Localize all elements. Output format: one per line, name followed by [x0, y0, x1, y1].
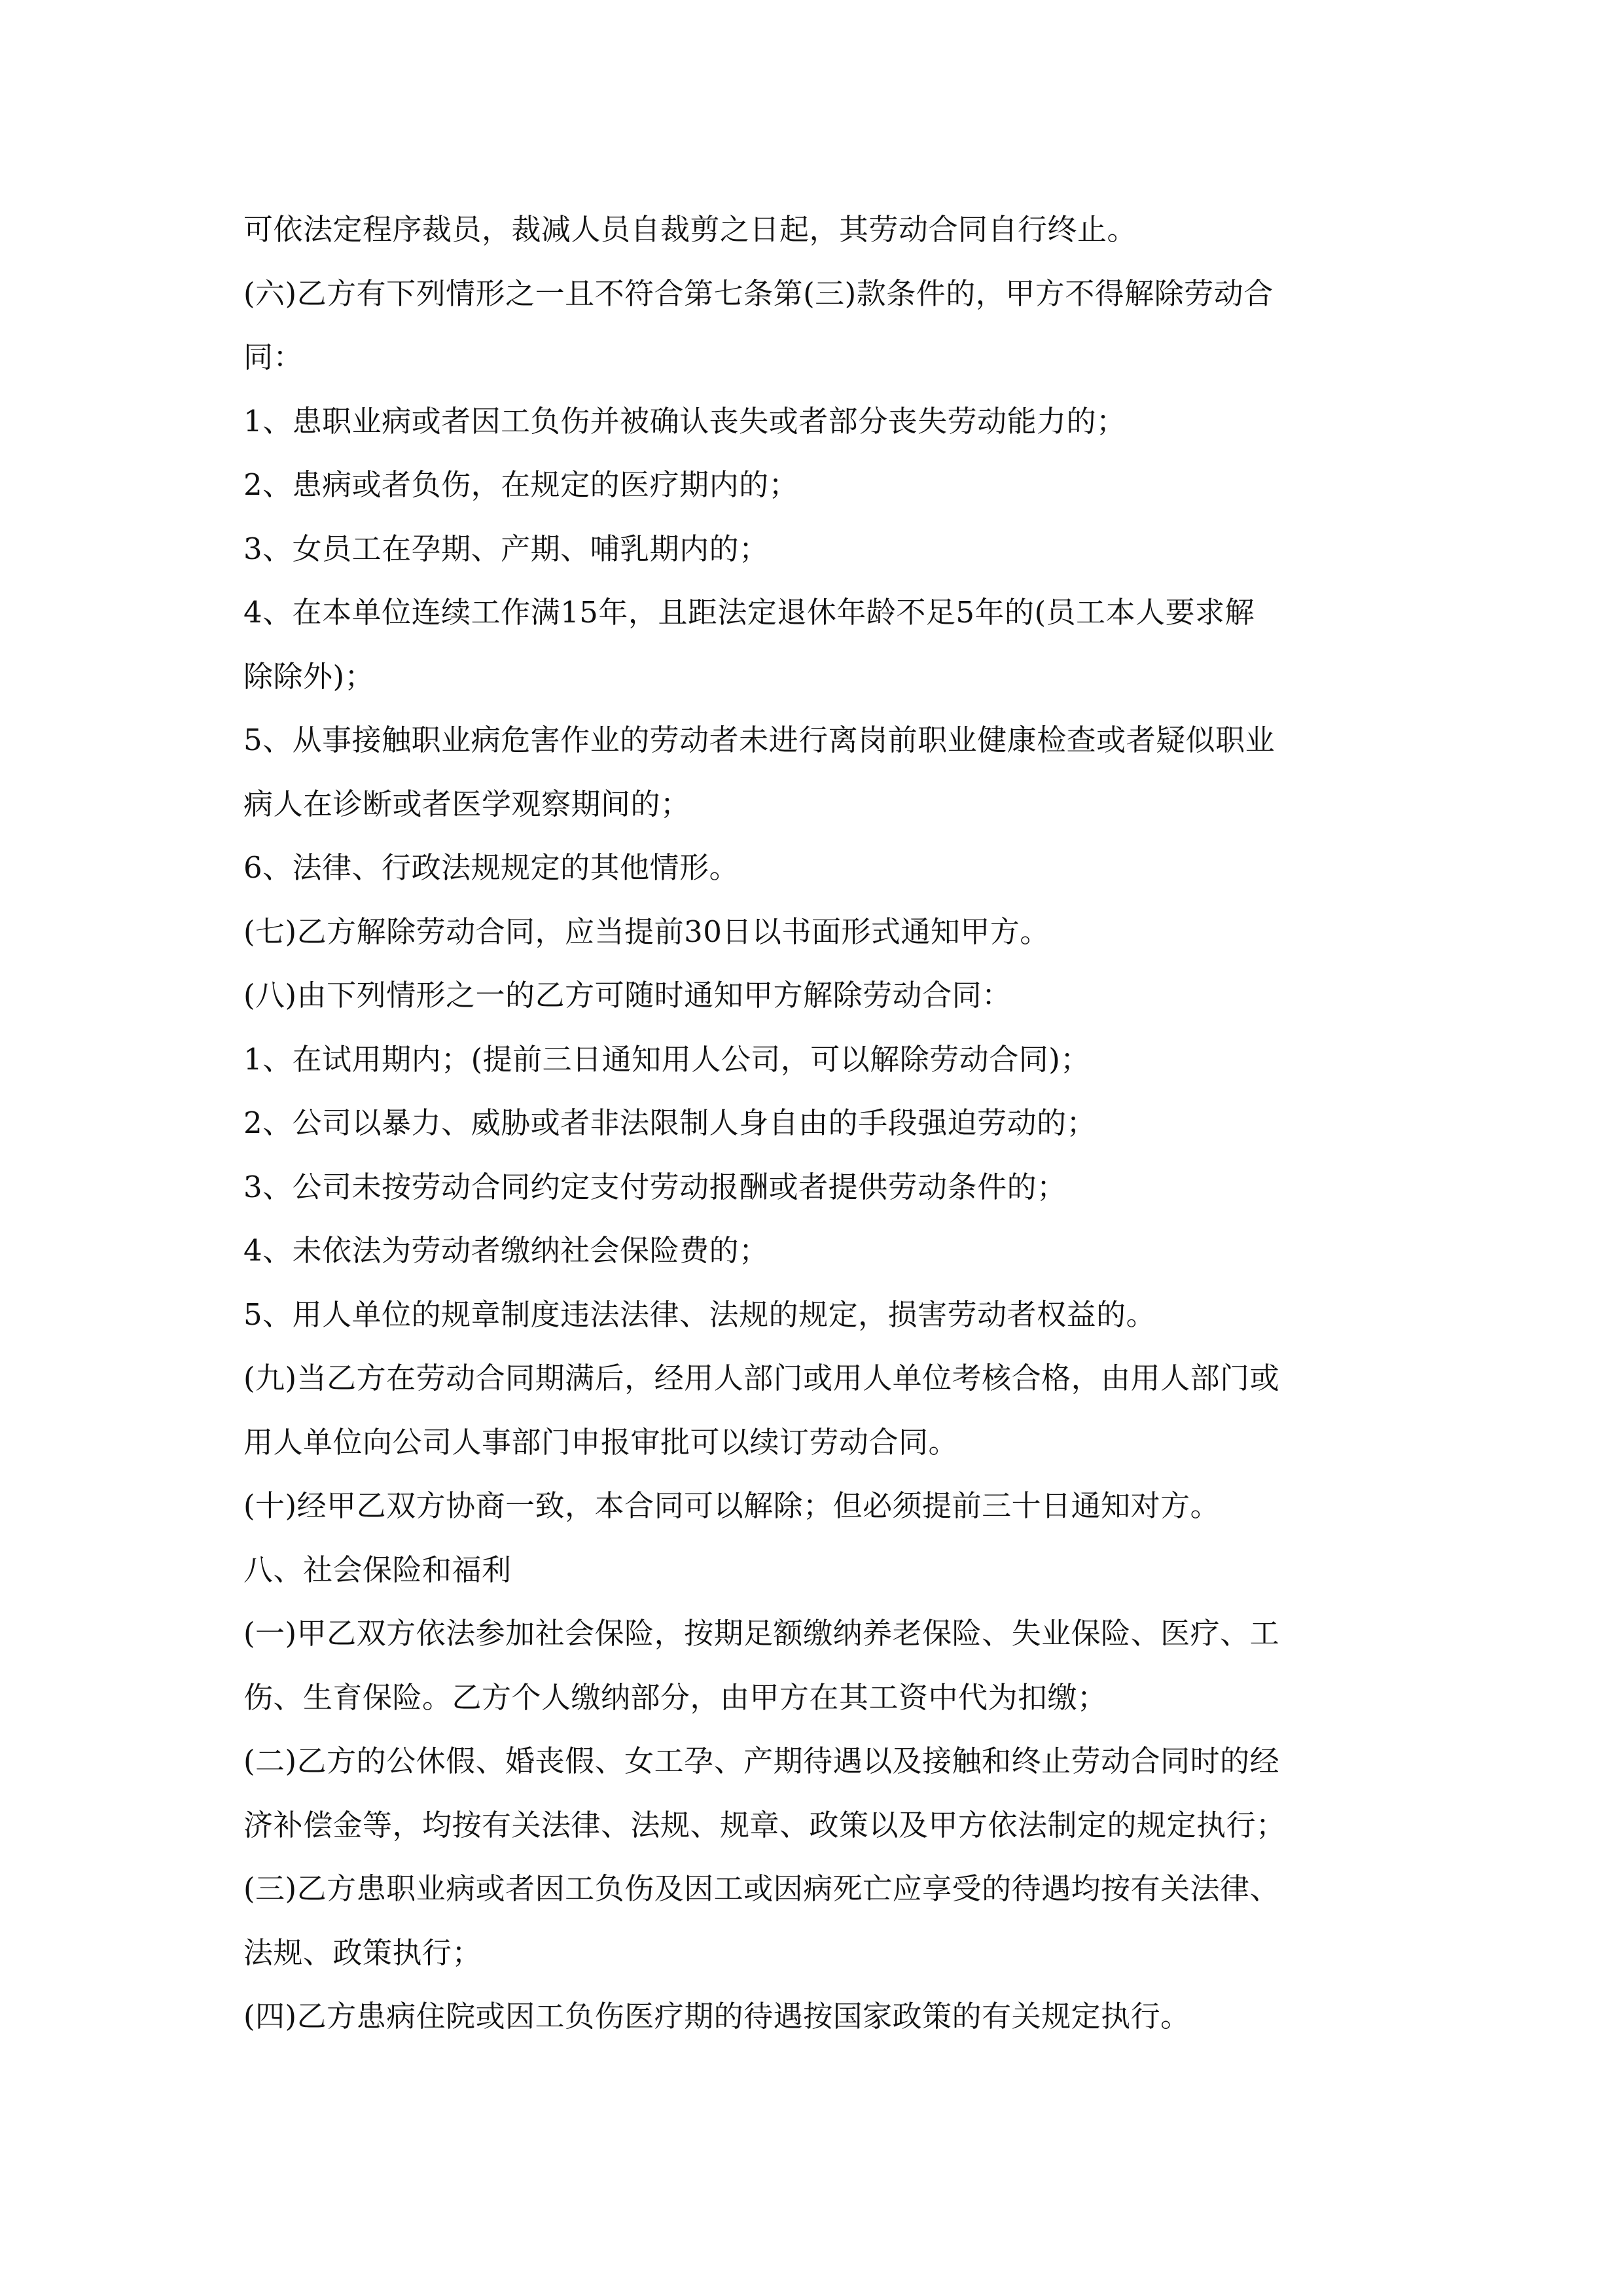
text-line: 1、患职业病或者因工负伤并被确认丧失或者部分丧失劳动能力的； — [243, 403, 1126, 439]
text-line: 5、从事接触职业病危害作业的劳动者未进行离岗前职业健康检查或者疑似职业 — [243, 723, 1275, 757]
text-line: 6、法律、行政法规规定的其他情形。 — [243, 850, 740, 885]
text-line: 济补偿金等，均按有关法律、法规、规章、政策以及甲方依法制定的规定执行； — [243, 1807, 1286, 1842]
text-line: (六)乙方有下列情形之一且不符合第七条第(三)款条件的，甲方不得解除劳动合 — [243, 276, 1274, 311]
text-line: (一)甲乙双方依法参加社会保险，按期足额缴纳养老保险、失业保险、医疗、工 — [243, 1616, 1280, 1651]
text-line: (八)由下列情形之一的乙方可随时通知甲方解除劳动合同： — [243, 978, 1012, 1013]
text-line: 同： — [243, 340, 304, 374]
text-line: (四)乙方患病住院或因工负伤医疗期的待遇按国家政策的有关规定执行。 — [243, 1999, 1190, 2034]
text-line: 4、未依法为劳动者缴纳社会保险费的； — [243, 1233, 769, 1268]
text-line: 4、在本单位连续工作满15年，且距法定退休年龄不足5年的(员工本人要求解 — [243, 595, 1255, 630]
text-line: 法规、政策执行； — [243, 1935, 482, 1970]
text-line: 病人在诊断或者医学观察期间的； — [243, 786, 690, 821]
text-line: (十)经甲乙双方协商一致，本合同可以解除；但必须提前三十日通知对方。 — [243, 1488, 1221, 1523]
text-line: (三)乙方患职业病或者因工负伤及因工或因病死亡应享受的待遇均按有关法律、 — [243, 1871, 1280, 1906]
text-line: 八、社会保险和福利 — [243, 1552, 512, 1587]
text-line: 3、公司未按劳动合同约定支付劳动报酬或者提供劳动条件的； — [243, 1169, 1067, 1204]
text-line: 2、患病或者负伤，在规定的医疗期内的； — [243, 467, 799, 502]
document-body — [243, 198, 1408, 2049]
text-line: 1、在试用期内；(提前三日通知用人公司，可以解除劳动合同)； — [243, 1041, 1090, 1077]
text-line: (二)乙方的公休假、婚丧假、女工孕、产期待遇以及接触和终止劳动合同时的经 — [243, 1744, 1280, 1778]
text-line: 3、女员工在孕期、产期、哺乳期内的； — [243, 531, 769, 566]
text-line: 伤、生育保险。乙方个人缴纳部分，由甲方在其工资中代为扣缴； — [243, 1679, 1107, 1715]
text-line: 可依法定程序裁员，裁减人员自裁剪之日起，其劳动合同自行终止。 — [243, 212, 1137, 247]
text-line: 用人单位向公司人事部门申报审批可以续订劳动合同。 — [243, 1424, 959, 1460]
text-line: 5、用人单位的规章制度违法法律、法规的规定，损害劳动者权益的。 — [243, 1297, 1156, 1332]
text-line: (七)乙方解除劳动合同，应当提前30日以书面形式通知甲方。 — [243, 914, 1050, 949]
text-line: 除除外)； — [243, 658, 375, 694]
text-line: (九)当乙方在劳动合同期满后，经用人部门或用人单位考核合格，由用人部门或 — [243, 1361, 1280, 1395]
text-line: 2、公司以暴力、威胁或者非法限制人身自由的手段强迫劳动的； — [243, 1105, 1097, 1140]
